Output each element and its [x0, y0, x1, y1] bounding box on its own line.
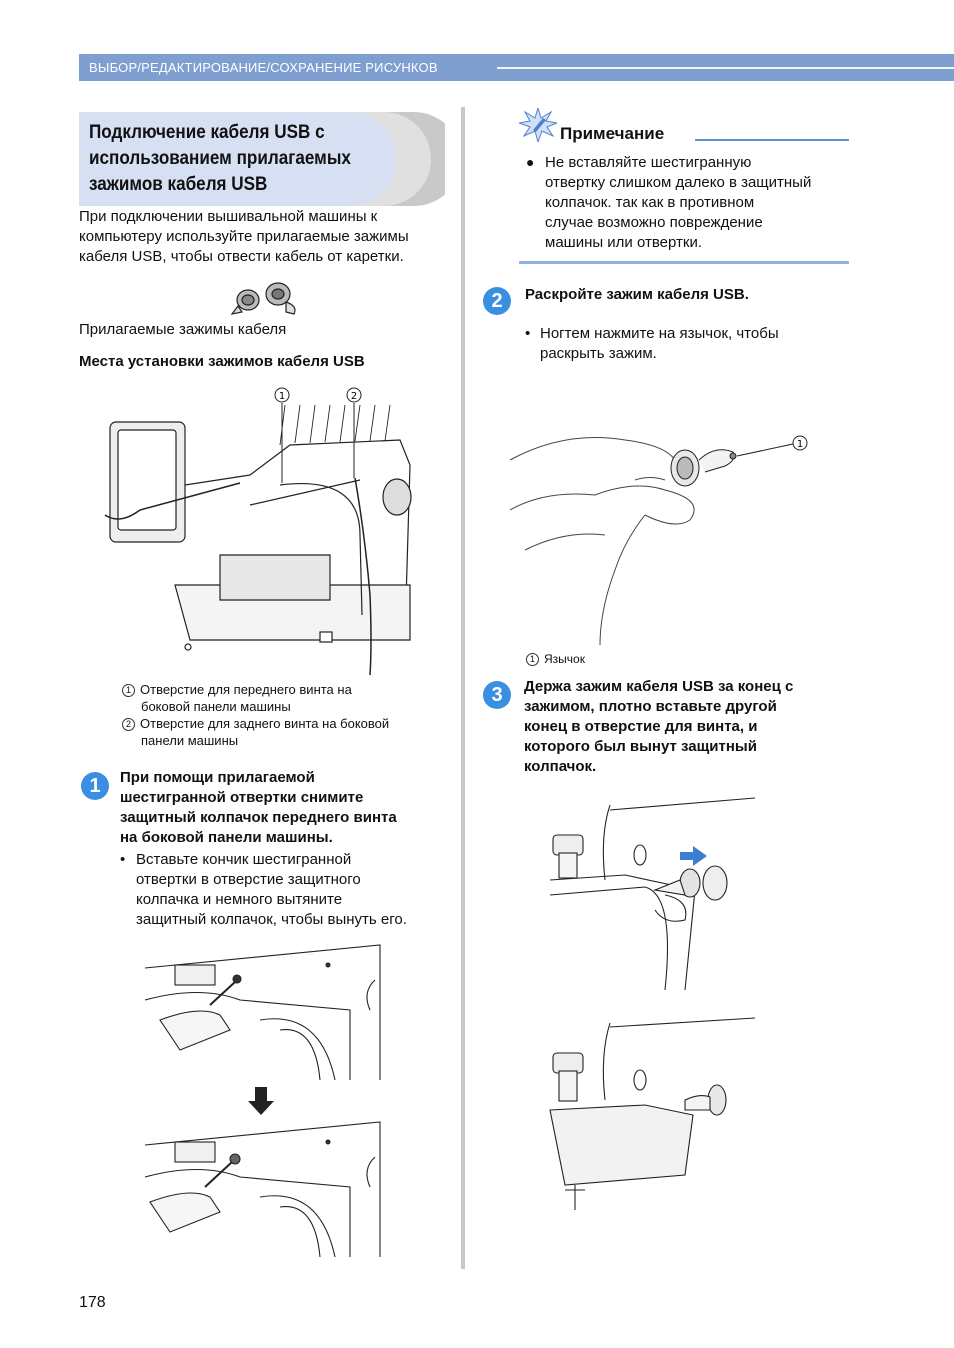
- step-2-heading: Раскройте зажим кабеля USB.: [525, 286, 749, 303]
- hand-opening-clamp-illustration: [505, 420, 815, 650]
- arrow-down-icon: [248, 1087, 274, 1115]
- machine-illustration: [100, 385, 440, 675]
- insert-clamp-illustration: [545, 795, 760, 995]
- header-rule: [497, 67, 954, 69]
- callout-1: 1: [278, 391, 286, 402]
- callout-2: 2: [350, 391, 358, 402]
- note-icon: [519, 108, 557, 142]
- tongue-legend: 1 Язычок: [526, 651, 585, 667]
- arrow-right-icon: [680, 846, 707, 866]
- section-header-bar: [79, 54, 954, 81]
- remove-cap-illustration-after: [140, 1117, 385, 1262]
- step-2-bullet: • Ногтем нажмите на язычок, чтобы раскрыть зажим.: [525, 325, 779, 362]
- clamp-installed-illustration: [545, 1015, 760, 1215]
- step-1-heading: При помощи прилагаемой шестигранной отвертки снимите защитный колпачок переднего винта на боковой панели машины.: [120, 769, 397, 846]
- note-title: Примечание: [560, 124, 665, 143]
- page-title: Подключение кабеля USB с использованием прилагаемых зажимов кабеля USB: [89, 122, 351, 195]
- note-text: ● Не вставляйте шестигранную отвертку слишком далеко в защитный колпачок. так как в противном случае возможно повреждение машины или отвертки.: [526, 154, 812, 251]
- note-rule-top: [695, 139, 849, 141]
- cable-clamps-icon: [228, 278, 308, 320]
- intro-paragraph: При подключении вышивальной машины к компьютеру используйте прилагаемые зажимы кабеля USB, чтобы отвести кабель от каретки.: [79, 208, 409, 265]
- figure-legend-1: 1 Отверстие для переднего винта на боковой панели машины: [122, 681, 452, 715]
- step-1-icon: 1: [81, 772, 109, 800]
- install-locations-heading: Места установки зажимов кабеля USB: [79, 353, 365, 370]
- page-title-box: [79, 112, 445, 206]
- step-2-icon: 2: [483, 287, 511, 315]
- tongue-callout: 1: [796, 439, 804, 450]
- page-number: 178: [79, 1294, 106, 1311]
- section-title: ВЫБОР/РЕДАКТИРОВАНИЕ/СОХРАНЕНИЕ РИСУНКОВ: [89, 60, 438, 75]
- column-divider: [461, 107, 465, 1269]
- step-1-bullet: • Вставьте кончик шестигранной отвертки в отверстие защитного колпачка и немного вытяните защитный колпачок, чтобы вынуть его.: [120, 851, 407, 928]
- step-3-heading: Держа зажим кабеля USB за конец с зажимом, плотно вставьте другой конец в отверстие для винта, и которого был вынут защитный колпачок.: [524, 678, 794, 775]
- remove-cap-illustration-before: [140, 940, 385, 1085]
- figure-legend-2: 2 Отверстие для заднего винта на боковой панели машины: [122, 715, 452, 749]
- note-rule-bottom: [519, 261, 849, 264]
- clamps-caption: Прилагаемые зажимы кабеля: [79, 321, 287, 338]
- step-3-icon: 3: [483, 681, 511, 709]
